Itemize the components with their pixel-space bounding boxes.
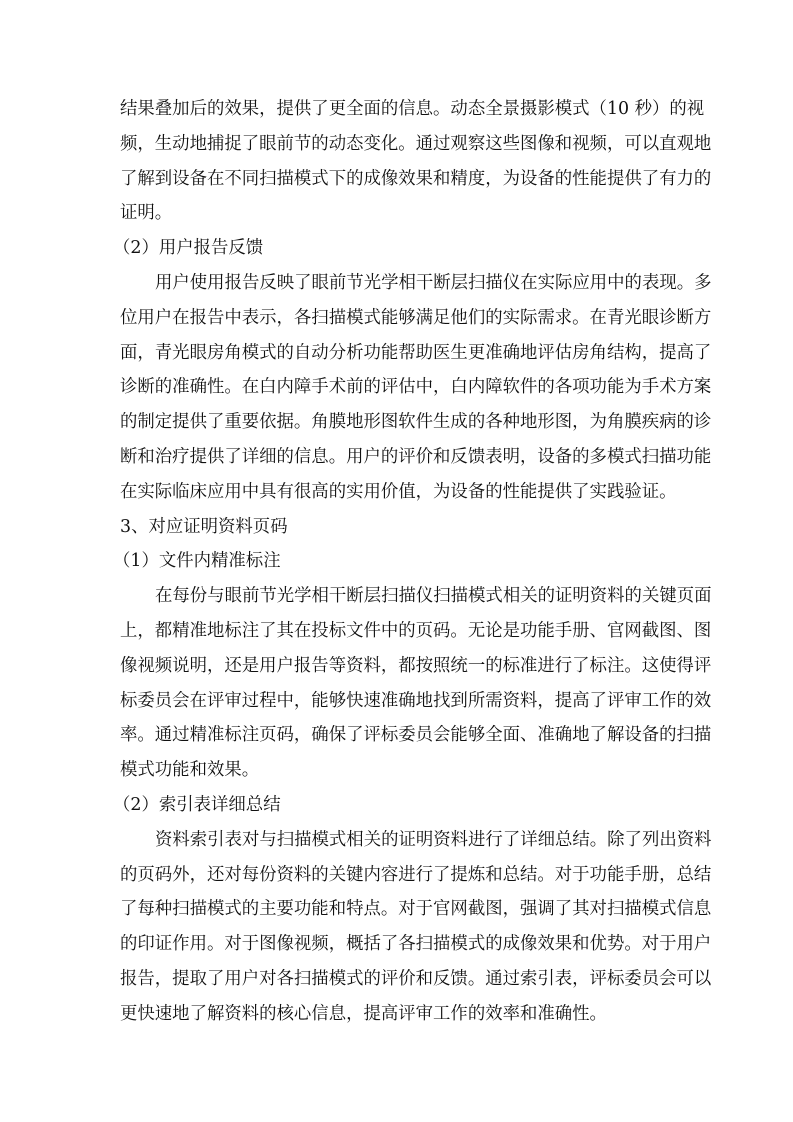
text-line: 上，都精准地标注了其在投标文件中的页码。无论是功能手册、官网截图、图	[120, 620, 712, 641]
text-line: 结果叠加后的效果，提供了更全面的信息。动态全景摄影模式（10 秒）的视	[120, 99, 705, 119]
text-line: 报告，提取了用户对各扫描模式的评价和反馈。通过索引表，评标委员会可以	[120, 968, 712, 989]
text-line: 的页码外，还对每份资料的关键内容进行了提炼和总结。对于功能手册，总结	[120, 864, 712, 885]
text-line: 证明。	[120, 203, 173, 224]
text-line: 了解到设备在不同扫描模式下的成像效果和精度，为设备的性能提供了有力的	[120, 168, 712, 189]
paragraph-precise-marking	[120, 579, 712, 788]
text-line: 的制定提供了重要依据。角膜地形图软件生成的各种地形图，为角膜疾病的诊	[120, 412, 712, 433]
text-line: 频，生动地捕捉了眼前节的动态变化。通过观察这些图像和视频，可以直观地	[120, 133, 712, 154]
text-line: 在每份与眼前节光学相干断层扫描仪扫描模式相关的证明资料的关键页面	[155, 586, 712, 607]
heading-index-summary: （2）索引表详细总结	[113, 794, 281, 815]
document-page	[113, 92, 712, 1032]
text-line: 在实际临床应用中具有很高的实用价值，为设备的性能提供了实践验证。	[120, 481, 677, 502]
text-line: 更快速地了解资料的核心信息，提高评审工作的效率和准确性。	[120, 1003, 607, 1024]
paragraph-index-summary	[120, 823, 712, 1032]
heading-precise-marking: （1）文件内精准标注	[113, 551, 281, 572]
text-line: 诊断的准确性。在白内障手术前的评估中，白内障软件的各项功能为手术方案	[120, 377, 712, 398]
heading-user-report: （2）用户报告反馈	[113, 238, 264, 259]
text-line: 位用户在报告中表示，各扫描模式能够满足他们的实际需求。在青光眼诊断方	[120, 307, 712, 328]
heading-section-3: 3、对应证明资料页码	[120, 516, 288, 537]
text-line: 面，青光眼房角模式的自动分析功能帮助医生更准确地评估房角结构，提高了	[120, 342, 712, 363]
text-line: 断和治疗提供了详细的信息。用户的评价和反馈表明，设备的多模式扫描功能	[120, 446, 712, 467]
text-line: 资料索引表对与扫描模式相关的证明资料进行了详细总结。除了列出资料	[155, 829, 712, 850]
text-line: 用户使用报告反映了眼前节光学相干断层扫描仪在实际应用中的表现。多	[155, 272, 712, 293]
text-line: 率。通过精准标注页码，确保了评标委员会能够全面、准确地了解设备的扫描	[120, 725, 712, 746]
paragraph-continuation	[120, 92, 712, 231]
text-line: 标委员会在评审过程中，能够快速准确地找到所需资料，提高了评审工作的效	[120, 690, 712, 711]
text-line: 的印证作用。对于图像视频，概括了各扫描模式的成像效果和优势。对于用户	[120, 934, 712, 955]
text-line: 了每种扫描模式的主要功能和特点。对于官网截图，强调了其对扫描模式信息	[120, 899, 712, 920]
text-line: 像视频说明，还是用户报告等资料，都按照统一的标准进行了标注。这使得评	[120, 655, 712, 676]
text-line: 模式功能和效果。	[120, 760, 260, 781]
paragraph-user-report	[120, 266, 712, 510]
